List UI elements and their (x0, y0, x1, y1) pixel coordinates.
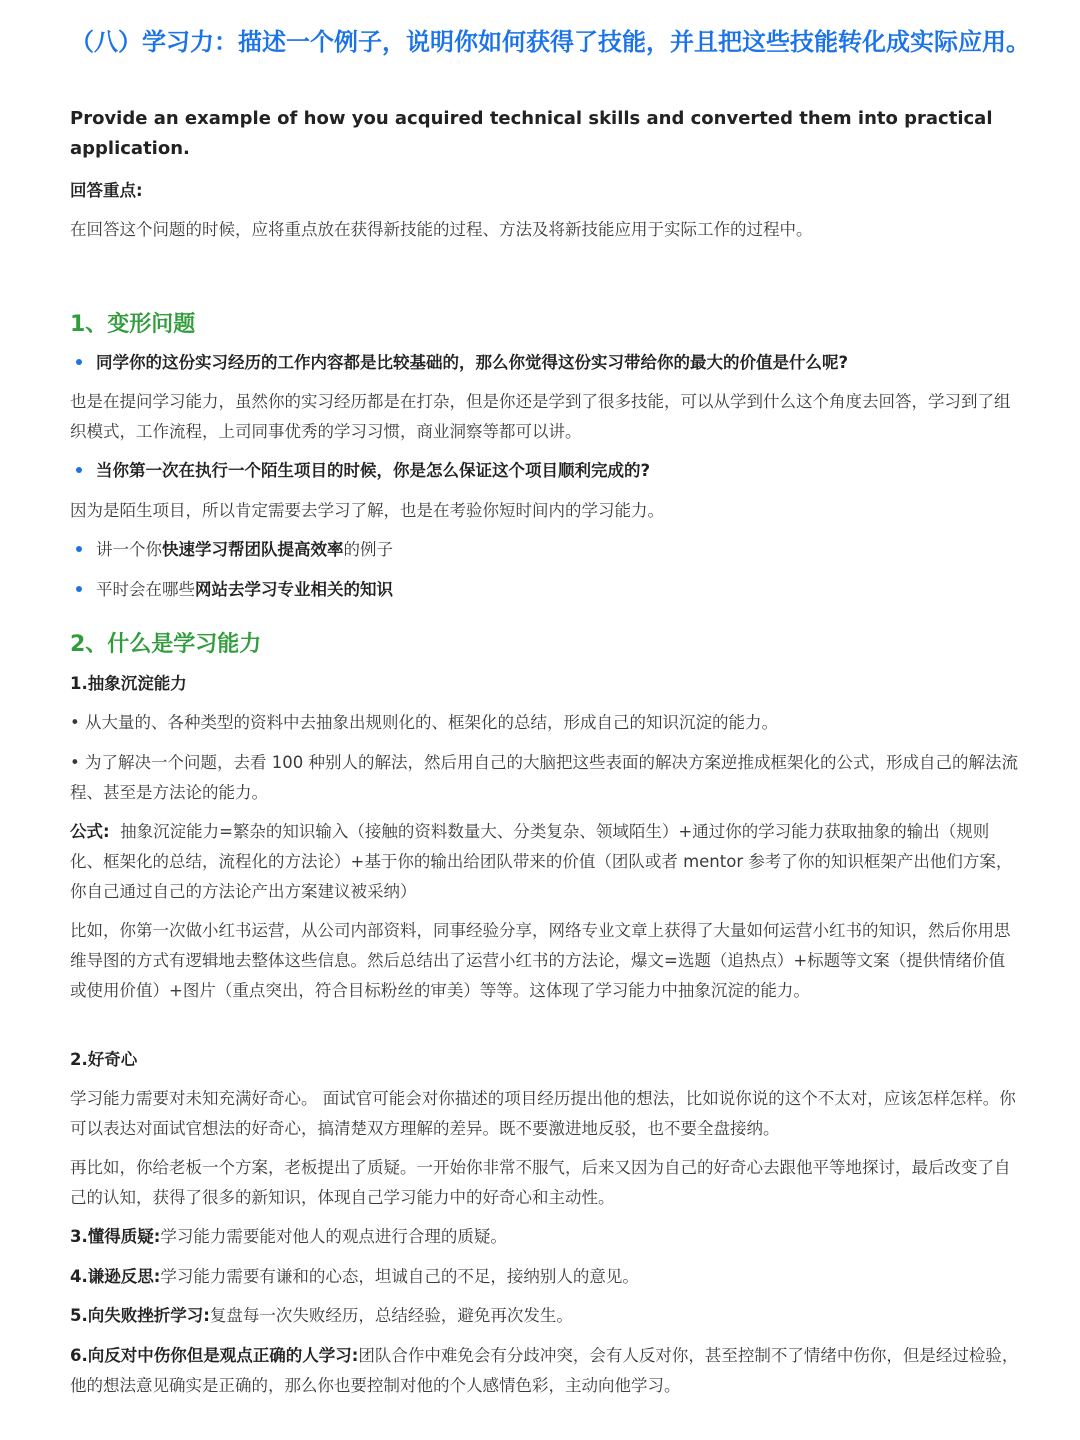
formula-paragraph (70, 817, 1020, 907)
subsection-title: 4.谦逊反思: (70, 1267, 161, 1286)
list-item (70, 456, 1020, 486)
subsection-text: 复盘每一次失败经历，总结经验，避免再次发生。 (209, 1306, 573, 1325)
subsection-text: 团队合作中难免会有分歧冲突，会有人反对你，甚至控制不了情绪中伤你，但是经过检验，他的想法意见确实是正确的，那么你也要控制对他的个人感情色彩，主动向他学习。 (70, 1346, 1019, 1395)
paragraph (70, 1341, 1020, 1401)
bullet-dot-icon (76, 586, 82, 592)
section-heading-learning-ability: 2、什么是学习能力 (70, 632, 262, 657)
focus-label: 回答重点: (70, 181, 143, 200)
subsection-title: 1.抽象沉淀能力 (70, 674, 187, 693)
section-heading-variants: 1、变形问题 (70, 312, 196, 337)
list-item (70, 535, 1020, 565)
paragraph: • 为了解决一个问题，去看 100 种别人的解法，然后用自己的大脑把这些表面的解决方案逆推成框架化的公式，形成自己的解法流程、甚至是方法论的能力。 (70, 753, 1018, 802)
bullet-bold-text: 网站去学习专业相关的知识 (195, 580, 393, 599)
formula-text: 抽象沉淀能力=繁杂的知识输入（接触的资料数量大、分类复杂、领域陌生）+通过你的学习能力获取抽象的输出（规则化、框架化的总结，流程化的方法论）+基于你的输出给团队带来的价值（团队或者 mentor 参考了你的知识框架产出他们方案，你自己通过自己的方法论产出方案建议被采纳） (70, 822, 1013, 901)
paragraph: 再比如，你给老板一个方案，老板提出了质疑。一开始你非常不服气，后来又因为自己的好奇心去跟他平等地探讨，最后改变了自己的认知，获得了很多的新知识，体现自己学习能力中的好奇心和主动性。 (70, 1158, 1011, 1207)
answer-text: 因为是陌生项目，所以肯定需要去学习了解，也是在考验你短时间内的学习能力。 (70, 501, 664, 520)
paragraph (70, 1222, 1020, 1252)
list-item (70, 348, 1020, 378)
subsection-title: 5.向失败挫折学习: (70, 1306, 210, 1325)
paragraph (70, 1301, 1020, 1331)
page-title: （八）学习力：描述一个例子，说明你如何获得了技能，并且把这些技能转化成实际应用。 (70, 28, 1030, 56)
bullet-dot-icon (76, 467, 82, 473)
bullet-text: 的例子 (343, 540, 393, 559)
example-paragraph: 比如，你第一次做小红书运营，从公司内部资料，同事经验分享，网络专业文章上获得了大量如何运营小红书的知识，然后你用思维导图的方式有逻辑地去整体这些信息。然后总结出了运营小红书的方法论，爆文=选题（追热点）+标题等文案（提供情绪价值或使用价值）+图片（重点突出，符合目标粉丝的审美）等等。这体现了学习能力中抽象沉淀的能力。 (70, 921, 1011, 1000)
question-text: 当你第一次在执行一个陌生项目的时候，你是怎么保证这个项目顺利完成的? (96, 461, 651, 480)
paragraph: 学习能力需要对未知充满好奇心。 面试官可能会对你描述的项目经历提出他的想法，比如说你说的这个不太对，应该怎样怎样。你可以表达对面试官想法的好奇心，搞清楚双方理解的差异。既不要激进地反驳，也不要全盘接纳。 (70, 1089, 1016, 1138)
answer-text: 也是在提问学习能力，虽然你的实习经历都是在打杂，但是你还是学到了很多技能，可以从学到什么这个角度去回答，学习到了组织模式，工作流程，上司同事优秀的学习习惯，商业洞察等都可以讲。 (70, 392, 1011, 441)
english-subtitle: Provide an example of how you acquired technical skills and converted them into practical application. (70, 108, 993, 159)
paragraph (70, 1262, 1020, 1292)
bullet-dot-icon (76, 359, 82, 365)
bullet-dot-icon (76, 546, 82, 552)
subsection-title: 2.好奇心 (70, 1050, 138, 1069)
list-item (70, 575, 1020, 605)
subsection-title: 6.向反对中伤你但是观点正确的人学习: (70, 1346, 359, 1365)
bullet-text: 讲一个你 (96, 540, 162, 559)
question-text: 同学你的这份实习经历的工作内容都是比较基础的，那么你觉得这份实习带给你的最大的价值是什么呢? (96, 353, 849, 372)
subsection-title: 3.懂得质疑: (70, 1227, 161, 1246)
focus-text: 在回答这个问题的时候，应将重点放在获得新技能的过程、方法及将新技能应用于实际工作的过程中。 (70, 220, 813, 239)
bullet-text: 平时会在哪些 (96, 580, 195, 599)
subsection-text: 学习能力需要能对他人的观点进行合理的质疑。 (160, 1227, 507, 1246)
bullet-bold-text: 快速学习帮团队提高效率 (162, 540, 344, 559)
subsection-text: 学习能力需要有谦和的心态，坦诚自己的不足，接纳别人的意见。 (160, 1267, 639, 1286)
formula-label: 公式: (70, 822, 110, 841)
paragraph: • 从大量的、各种类型的资料中去抽象出规则化的、框架化的总结，形成自己的知识沉淀的能力。 (70, 713, 778, 732)
